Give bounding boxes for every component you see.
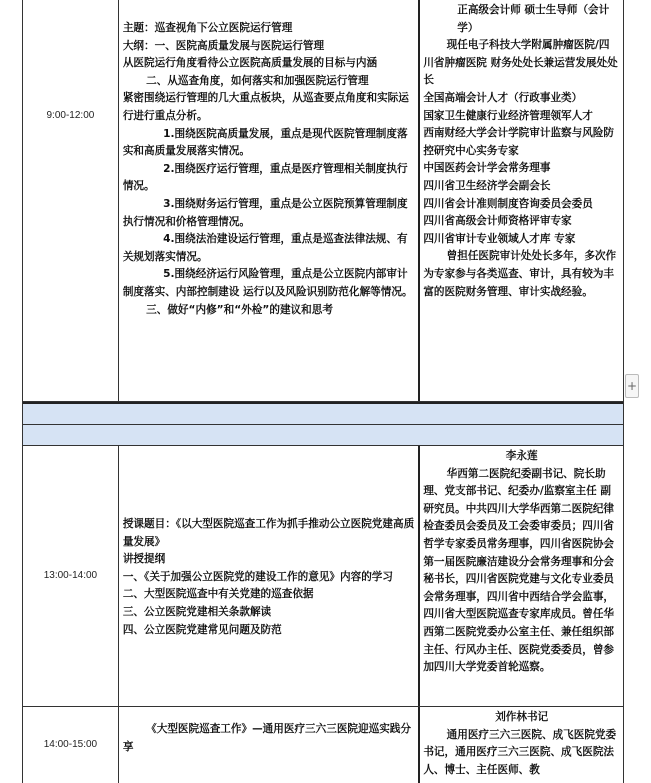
outline-item: 四、公立医院党建常见问题及防范 <box>122 623 282 636</box>
topic-cell <box>119 707 421 783</box>
time-label: 14:00-15:00 <box>43 739 98 751</box>
outline-section: 三、做好“内修”和“外检”的建议和思考 <box>146 303 333 316</box>
outline-item: 4.围绕法治建设运行管理，重点是巡查法律法规、有关规划落实情况。 <box>122 233 408 263</box>
speaker-bio: 华西第二医院纪委副书记、院长助理、党支部书记、纪委办/监察室主任 副研究员。中共四川大学华西第二医院纪律检查委员会委员及工会委审委员；四川省哲学专家委员常务理事，四川省医院协会第一届医院廉洁建设分会常务理事和分会秘书长，四川省医院党建与文化专业委员会常务理事，四川省中西结合学会监事，四川省大型医院巡查专家库成员。曾任华西第二医院党委办公室主任、兼任组织部主任、行风办主任、医院党委委员，曾参加四川大学党委首轮巡察。 <box>423 467 615 674</box>
topic-title: 主题：巡查视角下公立医院运行管理 <box>122 22 293 34</box>
speaker-credential: 全国高端会计人才（行政事业类） <box>423 91 583 104</box>
speaker-credential: 四川省审计专业领域人才库 专家 <box>423 232 576 245</box>
session-banner <box>23 402 623 425</box>
time-label: 13:00-14:00 <box>43 570 98 582</box>
outline-item: 2.围绕医疗运行管理，重点是医疗管理相关制度执行情况。 <box>122 162 408 193</box>
speaker-cell <box>420 0 623 401</box>
speaker-name: 刘作林书记 <box>495 711 549 723</box>
time-cell <box>23 707 119 783</box>
table-row <box>23 707 623 783</box>
outline-section: 二、从巡查角度，如何落实和加强医院运行管理 <box>146 74 369 87</box>
speaker-credential: 西南财经大学会计学院审计监察与风险防控研究中心实务专家 <box>423 127 615 157</box>
time-cell <box>23 0 119 401</box>
outline-heading: 讲授提纲 <box>122 553 166 566</box>
speaker-credential: 四川省高级会计师资格评审专家 <box>423 215 572 228</box>
lecture-title: 《大型医院巡查工作》—通用医疗三六三医院迎巡实践分享 <box>122 723 411 753</box>
speaker-cell <box>420 707 623 783</box>
outline-heading: 大纲：一、医院高质量发展与医院运行管理 <box>122 39 325 52</box>
table-row <box>23 446 623 707</box>
outline-item: 1.围绕医院高质量发展，重点是现代医院管理制度落实和高质量发展落实情况。 <box>122 127 408 158</box>
module-banner <box>23 425 623 446</box>
speaker-credential: 四川省卫生经济学会副会长 <box>423 179 551 192</box>
outline-text: 从医院运行角度看待公立医院高质量发展的目标与内涵 <box>122 57 378 70</box>
outline-item: 一、《关于加强公立医院党的建设工作的意见》内容的学习 <box>122 570 393 583</box>
outline-item: 三、公立医院党建相关条款解读 <box>122 605 272 618</box>
speaker-credential: 国家卫生健康行业经济管理领军人才 <box>423 109 593 122</box>
table-row <box>23 0 623 402</box>
add-row-handle[interactable]: + <box>625 374 639 398</box>
speaker-cell <box>420 446 623 706</box>
speaker-credential: 中国医药会计学会常务理事 <box>423 162 551 175</box>
speaker-position: 现任电子科技大学附属肿瘤医院/四川省肿瘤医院 财务处处长兼运营发展处处长 <box>423 39 618 87</box>
time-label: 9:00-12:00 <box>46 109 95 121</box>
outline-item: 3.围绕财务运行管理，重点是公立医院预算管理制度执行情况和价格管理情况。 <box>122 197 408 228</box>
speaker-credential: 四川省会计准则制度咨询委员会委员 <box>423 197 593 210</box>
topic-cell <box>119 446 421 706</box>
speaker-name: 李永莲 <box>505 450 538 462</box>
schedule-table <box>22 0 624 783</box>
speaker-title: 正高级会计师 硕士生导师（会计学） <box>457 4 610 34</box>
speaker-bio: 通用医疗三六三医院、成飞医院党委书记，通用医疗三六三医院、成飞医院法人、博士、主任医师、教 <box>423 728 617 776</box>
time-cell <box>23 446 119 706</box>
lecture-title: 授课题目：《以大型医院巡查工作为抓手推动公立医院党建高质量发展》 <box>122 518 415 548</box>
speaker-experience: 曾担任医院审计处处长多年，多次作为专家参与各类巡查、审计，具有较为丰富的医院财务管理、审计实战经验。 <box>423 250 617 298</box>
topic-cell <box>119 0 421 401</box>
outline-item: 二、大型医院巡查中有关党建的巡查依据 <box>122 588 314 601</box>
outline-item: 5.围绕经济运行风险管理，重点是公立医院内部审计制度落实、内部控制建设 运行以及风险识别防范化解等情况。 <box>122 268 413 298</box>
outline-text: 紧密围绕运行管理的几大重点板块，从巡查要点角度和实际运行进行重点分析。 <box>122 92 409 122</box>
